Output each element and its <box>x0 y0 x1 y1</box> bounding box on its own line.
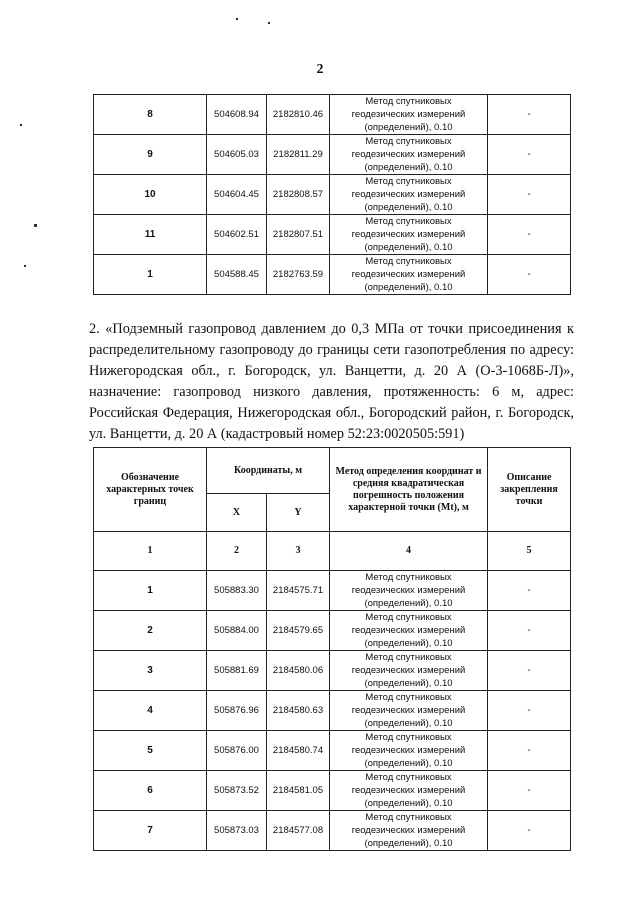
method-line: геодезических измерений <box>351 585 466 596</box>
description-cell: - <box>488 95 571 135</box>
method-line: Метод спутниковых <box>365 692 452 703</box>
method-line: геодезических измерений <box>351 189 466 200</box>
method-line: (определений), 0.10 <box>364 162 453 173</box>
method-line: (определений), 0.10 <box>364 122 453 133</box>
method-line: геодезических измерений <box>351 269 466 280</box>
method-line: Метод спутниковых <box>365 572 452 583</box>
column-number: 3 <box>267 532 330 571</box>
scan-speck <box>24 265 26 267</box>
column-number: 2 <box>207 532 267 571</box>
method-line: Метод спутниковых <box>365 652 452 663</box>
y-coordinate-cell: 2184577.08 <box>267 811 330 851</box>
description-cell: - <box>488 215 571 255</box>
point-number-cell: 11 <box>94 215 207 255</box>
x-coordinate-cell: 505876.00 <box>207 731 267 771</box>
method-cell <box>330 255 488 295</box>
y-coordinate-cell: 2182763.59 <box>267 255 330 295</box>
description-cell: - <box>488 571 571 611</box>
point-number-cell: 7 <box>94 811 207 851</box>
column-number: 4 <box>330 532 488 571</box>
scan-speck <box>268 22 270 24</box>
point-number-cell: 1 <box>94 255 207 295</box>
table-row <box>94 175 571 215</box>
method-line: (определений), 0.10 <box>364 202 453 213</box>
point-number-cell: 1 <box>94 571 207 611</box>
column-number: 1 <box>94 532 207 571</box>
method-line: Метод спутниковых <box>365 136 452 147</box>
scan-speck <box>34 224 37 227</box>
method-line: Метод спутниковых <box>365 612 452 623</box>
method-line: геодезических измерений <box>351 229 466 240</box>
table-row <box>94 95 571 135</box>
x-coordinate-cell: 504608.94 <box>207 95 267 135</box>
point-number-cell: 2 <box>94 611 207 651</box>
description-cell: - <box>488 691 571 731</box>
x-coordinate-cell: 505876.96 <box>207 691 267 731</box>
y-coordinate-cell: 2184575.71 <box>267 571 330 611</box>
method-line: (определений), 0.10 <box>364 718 453 729</box>
y-coordinate-cell: 2184580.74 <box>267 731 330 771</box>
table-row <box>94 215 571 255</box>
description-cell: - <box>488 255 571 295</box>
table-row <box>94 691 571 731</box>
method-line: геодезических измерений <box>351 825 466 836</box>
table-row <box>94 135 571 175</box>
x-coordinate-cell: 504604.45 <box>207 175 267 215</box>
method-line: Метод спутниковых <box>365 772 452 783</box>
method-line: геодезических измерений <box>351 625 466 636</box>
table-row <box>94 571 571 611</box>
table-row <box>94 811 571 851</box>
x-coordinate-cell: 504588.45 <box>207 255 267 295</box>
point-number-cell: 3 <box>94 651 207 691</box>
point-number-cell: 5 <box>94 731 207 771</box>
x-coordinate-cell: 504605.03 <box>207 135 267 175</box>
method-line: (определений), 0.10 <box>364 838 453 849</box>
method-line: Метод спутниковых <box>365 812 452 823</box>
method-cell <box>330 731 488 771</box>
method-line: (определений), 0.10 <box>364 242 453 253</box>
header-coordinates: Координаты, м <box>207 448 330 494</box>
method-line: геодезических измерений <box>351 149 466 160</box>
method-line: Метод спутниковых <box>365 732 452 743</box>
method-line: Метод спутниковых <box>365 216 452 227</box>
point-number-cell: 9 <box>94 135 207 175</box>
point-number-cell: 8 <box>94 95 207 135</box>
y-coordinate-cell: 2182808.57 <box>267 175 330 215</box>
y-coordinate-cell: 2184579.65 <box>267 611 330 651</box>
description-cell: - <box>488 175 571 215</box>
x-coordinate-cell: 505884.00 <box>207 611 267 651</box>
method-line: (определений), 0.10 <box>364 598 453 609</box>
column-number: 5 <box>488 532 571 571</box>
y-coordinate-cell: 2182811.29 <box>267 135 330 175</box>
method-cell <box>330 771 488 811</box>
description-cell: - <box>488 135 571 175</box>
header-y: Y <box>267 494 330 532</box>
y-coordinate-cell: 2184581.05 <box>267 771 330 811</box>
x-coordinate-cell: 505873.52 <box>207 771 267 811</box>
method-cell <box>330 571 488 611</box>
method-line: (определений), 0.10 <box>364 638 453 649</box>
method-line: геодезических измерений <box>351 785 466 796</box>
description-cell: - <box>488 811 571 851</box>
method-line: (определений), 0.10 <box>364 758 453 769</box>
description-cell: - <box>488 611 571 651</box>
y-coordinate-cell: 2184580.63 <box>267 691 330 731</box>
y-coordinate-cell: 2182810.46 <box>267 95 330 135</box>
method-line: (определений), 0.10 <box>364 678 453 689</box>
table-row <box>94 255 571 295</box>
y-coordinate-cell: 2184580.06 <box>267 651 330 691</box>
header-method: Метод определения координат и средняя квадратическая погрешность положения характерной точки (Mt), м <box>330 448 488 532</box>
object-description-paragraph: 2. «Подземный газопровод давлением до 0,3 МПа от точки присоединения к распределительному газопроводу до границы сети газопотребления по адресу: Нижегородская обл., г. Богородск, ул. Ванцетти, д. 20 А (О-3-1068Б-Л)», назначение: газопровод низкого давления, протяженность: 6 м, адрес: Российская Федерация, Нижегородская обл., Богородский район, г. Богородск, ул. Ванцетти, д. 20 А (кадастровый номер 52:23:0020505:591) <box>89 321 574 442</box>
header-designation: Обозначение характерных точек границ <box>94 448 207 532</box>
coordinates-table <box>93 447 571 851</box>
scan-speck <box>236 18 238 20</box>
table-row <box>94 651 571 691</box>
method-cell <box>330 175 488 215</box>
method-line: геодезических измерений <box>351 705 466 716</box>
x-coordinate-cell: 504602.51 <box>207 215 267 255</box>
method-line: (определений), 0.10 <box>364 282 453 293</box>
point-number-cell: 10 <box>94 175 207 215</box>
method-line: (определений), 0.10 <box>364 798 453 809</box>
method-cell <box>330 691 488 731</box>
x-coordinate-cell: 505873.03 <box>207 811 267 851</box>
method-line: геодезических измерений <box>351 109 466 120</box>
scan-speck <box>20 124 22 126</box>
method-cell <box>330 135 488 175</box>
page-number: 2 <box>316 62 324 77</box>
coordinates-table-continued <box>93 94 571 295</box>
description-cell: - <box>488 731 571 771</box>
method-line: геодезических измерений <box>351 745 466 756</box>
point-number-cell: 4 <box>94 691 207 731</box>
method-cell <box>330 651 488 691</box>
method-cell <box>330 95 488 135</box>
method-cell <box>330 611 488 651</box>
header-description: Описание закрепления точки <box>488 448 571 532</box>
table-row <box>94 771 571 811</box>
y-coordinate-cell: 2182807.51 <box>267 215 330 255</box>
method-line: Метод спутниковых <box>365 256 452 267</box>
table-row <box>94 731 571 771</box>
method-line: Метод спутниковых <box>365 176 452 187</box>
method-line: Метод спутниковых <box>365 96 452 107</box>
point-number-cell: 6 <box>94 771 207 811</box>
header-x: X <box>207 494 267 532</box>
description-cell: - <box>488 771 571 811</box>
method-cell <box>330 215 488 255</box>
method-cell <box>330 811 488 851</box>
x-coordinate-cell: 505881.69 <box>207 651 267 691</box>
method-line: геодезических измерений <box>351 665 466 676</box>
description-cell: - <box>488 651 571 691</box>
x-coordinate-cell: 505883.30 <box>207 571 267 611</box>
table-row <box>94 611 571 651</box>
